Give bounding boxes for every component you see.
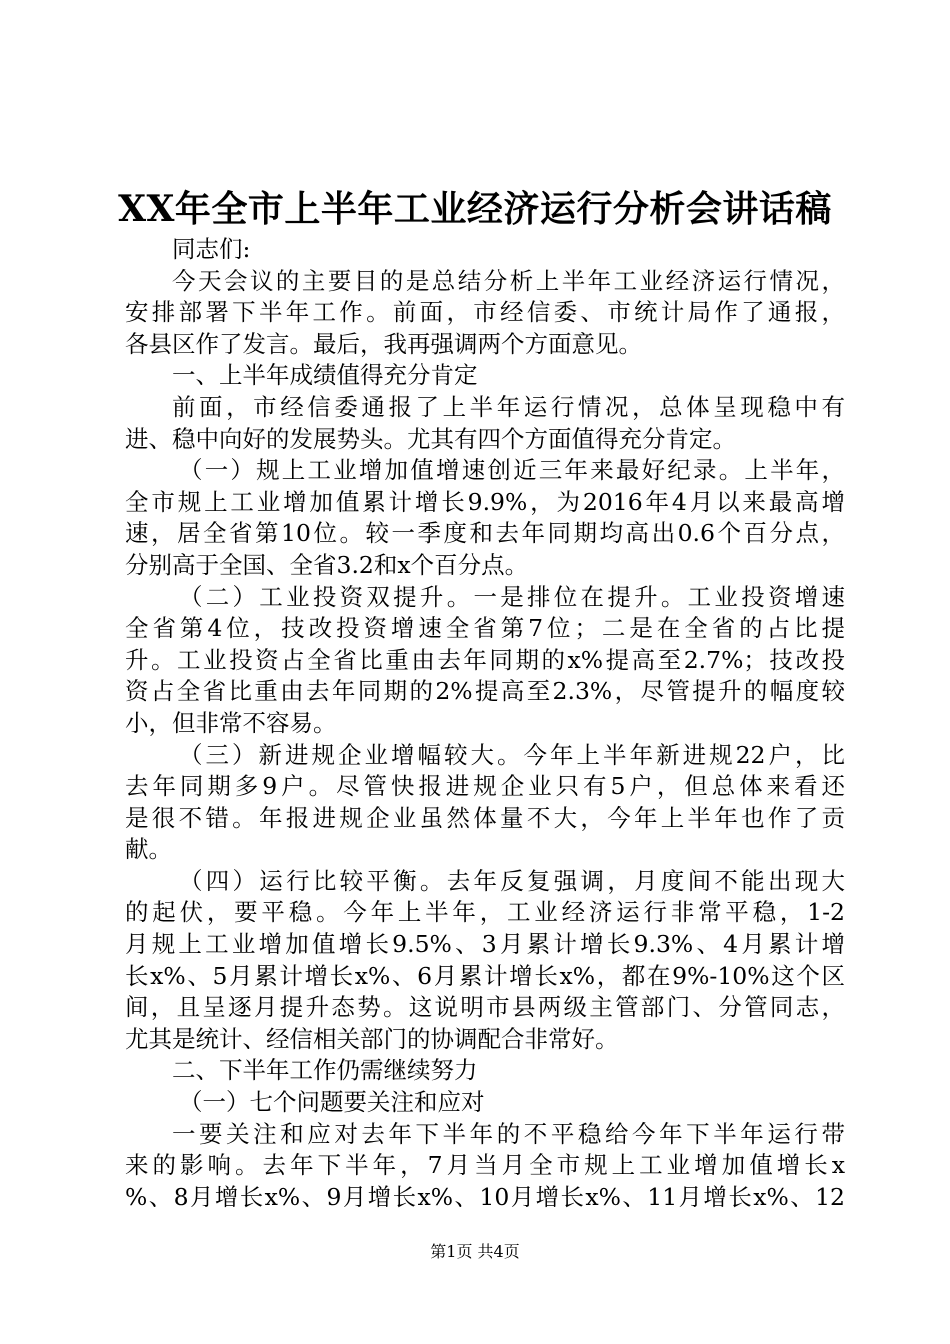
text-line: 全省第4位，技改投资增速全省第7位；二是在全省的占比提: [125, 614, 845, 643]
text-line: 小，但非常不容易。: [125, 708, 337, 737]
text-line: 一要关注和应对去年下半年的不平稳给今年下半年运行带: [172, 1119, 845, 1148]
text-line: 是很不错。年报进规企业虽然体量不大，今年上半年也作了贡: [125, 803, 845, 832]
text-line: 献。: [125, 835, 172, 864]
document-title: XX年全市上半年工业经济运行分析会讲话稿: [118, 188, 832, 230]
text-line: （二）工业投资双提升。一是排位在提升。工业投资增速: [179, 582, 845, 611]
text-line: 全市规上工业增加值累计增长9.9%，为2016年4月以来最高增: [125, 487, 845, 516]
text-line: 前面，市经信委通报了上半年运行情况，总体呈现稳中有: [172, 392, 845, 421]
text-line: 二、下半年工作仍需继续努力: [172, 1056, 478, 1085]
text-line: 来的影响。去年下半年，7月当月全市规上工业增加值增长x: [125, 1151, 845, 1180]
text-line: 月规上工业增加值增长9.5%、3月累计增长9.3%、4月累计增: [125, 930, 845, 959]
text-line: （四）运行比较平衡。去年反复强调，月度间不能出现大: [179, 866, 845, 895]
text-line: （一）七个问题要关注和应对: [179, 1088, 485, 1117]
text-line: 分别高于全国、全省3.2和x个百分点。: [125, 550, 529, 579]
text-line: %、8月增长x%、9月增长x%、10月增长x%、11月增长x%、12: [125, 1182, 845, 1211]
text-line: 安排部署下半年工作。前面，市经信委、市统计局作了通报，: [125, 298, 845, 327]
page-footer: 第1页 共4页: [430, 1242, 520, 1261]
text-line: 长x%、5月累计增长x%、6月累计增长x%，都在9%-10%这个区: [125, 961, 845, 990]
text-line: （三）新进规企业增幅较大。今年上半年新进规22户，比: [179, 740, 845, 769]
text-line: 的起伏，要平稳。今年上半年，工业经济运行非常平稳，1-2: [125, 898, 845, 927]
text-line: 资占全省比重由去年同期的2%提高至2.3%，尽管提升的幅度较: [125, 677, 845, 706]
text-line: 同志们:: [172, 235, 251, 263]
text-line: 去年同期多9户。尽管快报进规企业只有5户，但总体来看还: [125, 772, 845, 801]
text-line: 速，居全省第10位。较一季度和去年同期均高出0.6个百分点，: [125, 519, 845, 548]
text-line: 升。工业投资占全省比重由去年同期的x%提高至2.7%；技改投: [125, 645, 845, 674]
text-line: 一、上半年成绩值得充分肯定: [172, 361, 478, 390]
text-line: 尤其是统计、经信相关部门的协调配合非常好。: [125, 1024, 619, 1053]
text-line: （一）规上工业增加值增速创近三年来最好纪录。上半年，: [179, 456, 845, 485]
text-line: 间，且呈逐月提升态势。这说明市县两级主管部门、分管同志，: [125, 993, 845, 1022]
text-line: 进、稳中向好的发展势头。尤其有四个方面值得充分肯定。: [125, 424, 736, 453]
document-body: [125, 234, 845, 1213]
text-line: 各县区作了发言。最后，我再强调两个方面意见。: [125, 329, 642, 358]
text-line: 今天会议的主要目的是总结分析上半年工业经济运行情况，: [172, 266, 845, 295]
